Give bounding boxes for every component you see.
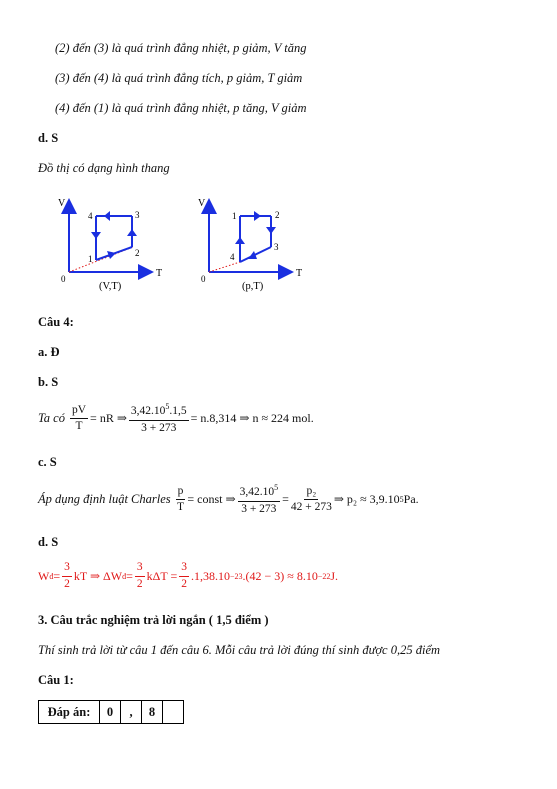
svg-text:T: T	[296, 268, 303, 279]
section-3-title: 3. Câu trắc nghiệm trả lời ngắn ( 1,5 điểm )	[38, 613, 269, 627]
question-4-title: Câu 4:	[38, 315, 74, 329]
svg-text:2: 2	[135, 248, 140, 258]
process-line-3-4: (3) đến (4) là quá trình đẳng tích, p giảm, T giảm	[55, 71, 303, 85]
svg-text:4: 4	[88, 211, 93, 221]
answer-b-s: b. S	[38, 375, 59, 389]
answer-cell-3: 8	[142, 701, 163, 724]
svg-text:1: 1	[232, 211, 237, 221]
process-line-4-1: (4) đến (1) là quá trình đẳng nhiệt, p tăng, V giảm	[55, 101, 307, 115]
svg-text:1: 1	[88, 254, 93, 264]
svg-text:T: T	[156, 268, 163, 279]
svg-text:2: 2	[275, 210, 280, 220]
equation-c: Áp dụng định luật Charles $\frac{p}{T}$ = const ⇒ $\frac{3,42.10^5}{3 + 273}$ = $\frac{\text{p₂}}{42 + 273}$ ⇒ p₂ ≈ 3,9.10 5 Pa.	[38, 483, 419, 515]
answer-cell-2: ,	[121, 701, 142, 724]
svg-text:(p,T): (p,T)	[242, 281, 264, 292]
process-line-2-3: (2) đến (3) là quá trình đẳng nhiệt, p giảm, V tăng	[55, 41, 307, 55]
section-3-note: Thí sinh trả lời từ câu 1 đến câu 6. Mỗi câu trả lời đúng thí sinh được 0,25 điểm	[38, 643, 441, 657]
answer-cell-4	[163, 701, 184, 724]
svg-text:(V,T): (V,T)	[99, 281, 122, 292]
svg-text:0: 0	[201, 274, 206, 284]
svg-text:V: V	[58, 198, 66, 209]
answer-label: Đáp án:	[39, 701, 100, 724]
svg-text:4: 4	[230, 252, 235, 262]
answer-c-s: c. S	[38, 455, 57, 469]
answer-a-d: a. Đ	[38, 345, 60, 359]
answer-d-s-2: d. S	[38, 535, 59, 549]
svg-text:0: 0	[61, 274, 66, 284]
svg-text:V: V	[198, 198, 206, 209]
answer-d-s: d. S	[38, 131, 59, 145]
answer-table	[38, 700, 184, 724]
trapezoid-note: Đồ thị có dạng hình thang	[38, 161, 170, 175]
equation-d: W đ = $\frac{3}{2}$ kT ⇒ ΔW đ = $\frac{3}{2}$ kΔT = $\frac{3}{2}$ .1,38.10 −23 .(42 − 3) ≈ 8.10 −22 J.	[38, 561, 339, 590]
svg-text:3: 3	[135, 210, 140, 220]
question-1-title: Câu 1:	[38, 673, 74, 687]
answer-cell-1: 0	[100, 701, 121, 724]
graph-vt	[50, 192, 180, 300]
graph-pt	[190, 192, 320, 300]
svg-text:3: 3	[274, 242, 279, 252]
equation-b: Ta có $\frac{pV}{T}$ = nR ⇒ $\frac{3,42.10^5.1,5}{3 + 273}$ = n.8,314 ⇒ n ≈ 224 mol.	[38, 402, 314, 434]
